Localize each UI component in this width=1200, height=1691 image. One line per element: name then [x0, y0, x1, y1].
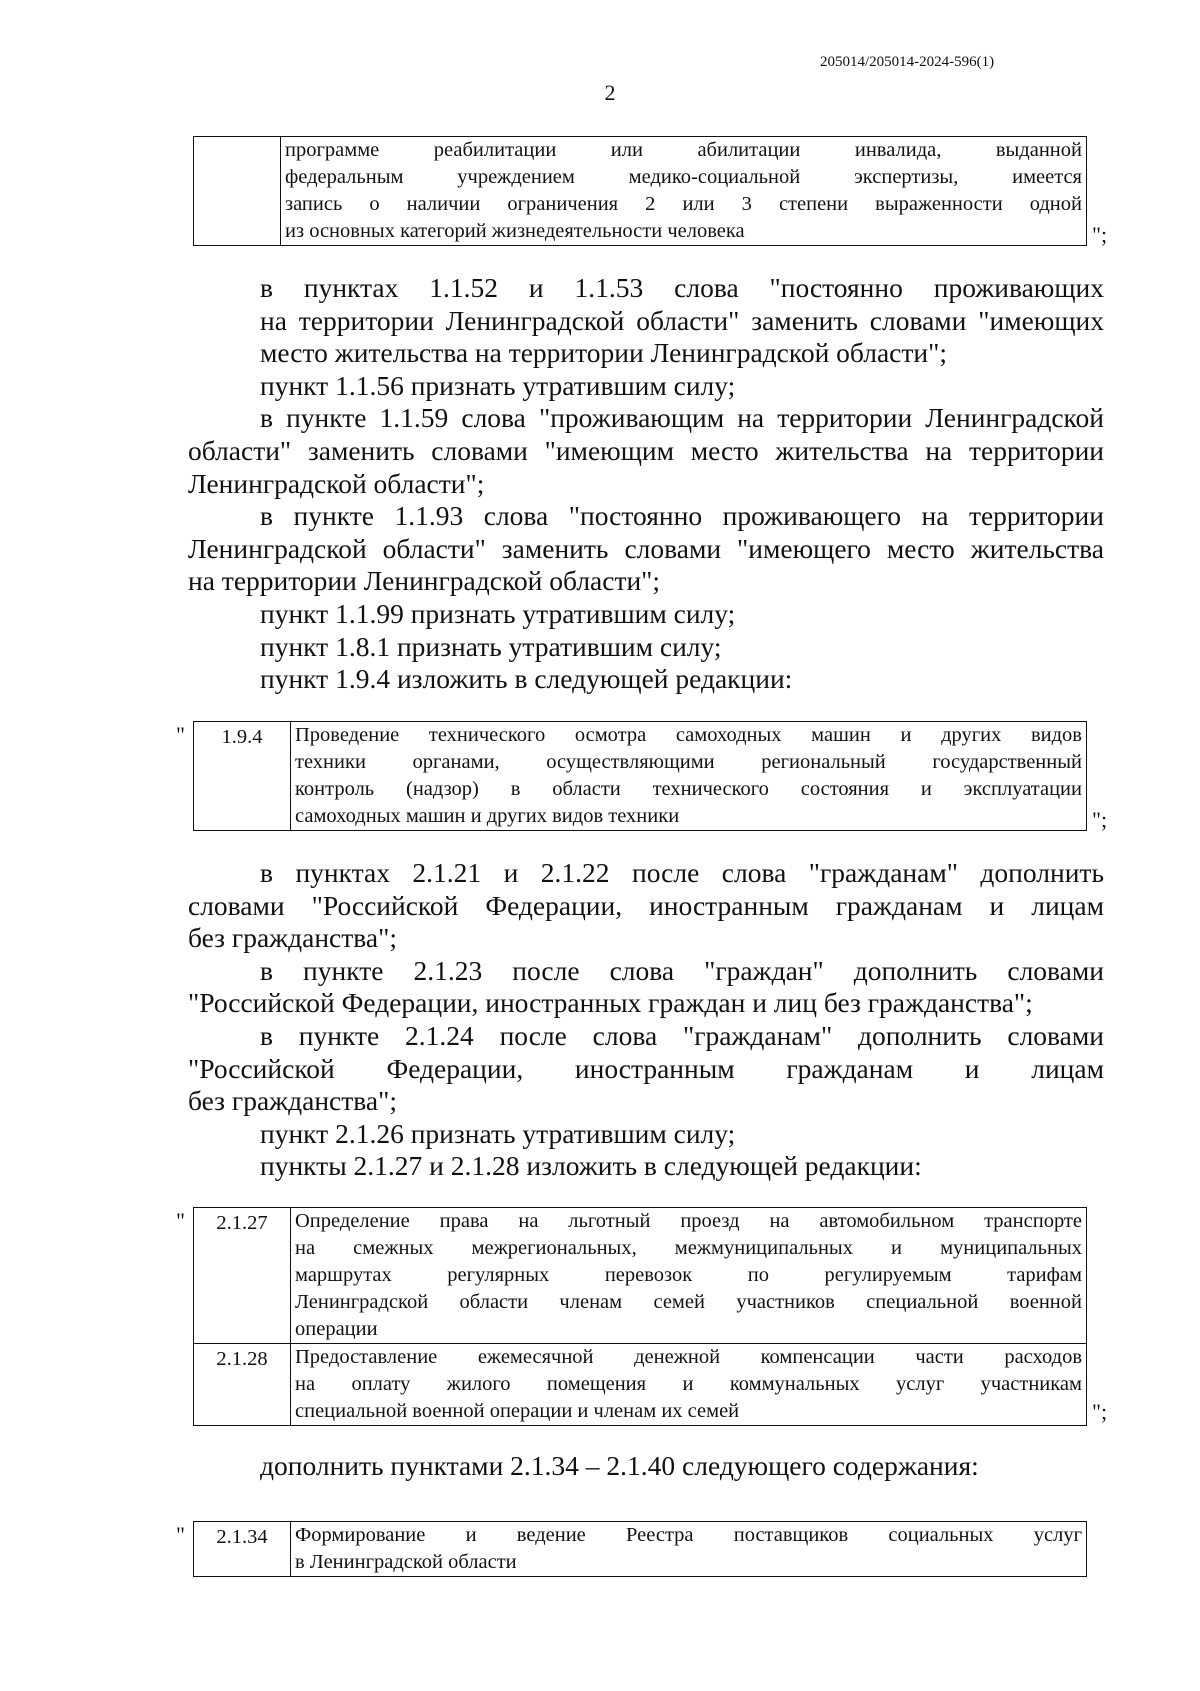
table-row: [194, 722, 1087, 831]
paragraph-2-1-23: [188, 955, 1104, 1020]
table-text-cell: [291, 1208, 1087, 1344]
text-line: в пунктах 2.1.21 и 2.1.22 после слова "гражданам" дополнить: [260, 857, 1104, 888]
text-line: области" заменить словами "имеющим место жительства на территории: [188, 434, 1104, 466]
paragraph-2-1-24: [188, 1020, 1104, 1118]
text-line: без гражданства";: [188, 922, 397, 954]
table-line: Ленинградской области членам семей участников специальной военной: [295, 1291, 1082, 1313]
table-line: Определение права на льготный проезд на автомобильном транспорте: [295, 1210, 1082, 1232]
text-line: на территории Ленинградской области";: [188, 565, 661, 597]
opening-quote: ": [176, 722, 185, 747]
paragraph-1-8-1: пункт 1.8.1 признать утратившим силу;: [260, 630, 722, 662]
text-line: на территории Ленинградской области" заменить словами "имеющих: [260, 304, 1104, 336]
table-row: [194, 137, 1087, 246]
text-line: в пункте 1.1.59 слова "проживающим на территории Ленинградской: [260, 402, 1104, 434]
table-line: самоходных машин и других видов техники: [295, 805, 680, 827]
table-code-cell: [194, 137, 281, 246]
table-row: [194, 1208, 1087, 1344]
paragraph-1-1-59: [188, 402, 1104, 500]
table-line: федеральным учреждением медико-социальной экспертизы, имеется: [285, 166, 1082, 188]
text-line: Ленинградской области";: [188, 467, 485, 499]
table-line: специальной военной операции и членам их семей: [295, 1400, 740, 1422]
table-line: программе реабилитации или абилитации инвалида, выданной: [285, 139, 1082, 161]
table-items-2-1-27-28: [193, 1207, 1087, 1426]
table-line: Проведение технического осмотра самоходных машин и других видов: [295, 724, 1082, 746]
text-line: словами "Российской Федерации, иностранным гражданам и лицам: [188, 889, 1104, 921]
paragraph-1-9-4: пункт 1.9.4 изложить в следующей редакции:: [260, 663, 793, 695]
table-line: в Ленинградской области: [295, 1551, 517, 1573]
opening-quote: ": [176, 1208, 185, 1233]
paragraph-1-1-93: [188, 500, 1104, 598]
table-text-cell: [291, 722, 1087, 831]
table-line: Предоставление ежемесячной денежной компенсации части расходов: [295, 1346, 1082, 1368]
table-line: Формирование и ведение Реестра поставщиков социальных услуг: [295, 1524, 1082, 1546]
table-line: маршрутах регулярных перевозок по регулируемым тарифам: [295, 1264, 1082, 1286]
table-item-1-9-4: [193, 721, 1087, 831]
paragraph-1-1-99: пункт 1.1.99 признать утратившим силу;: [260, 597, 736, 629]
text-line: "Российской Федерации, иностранным гражданам и лицам: [188, 1052, 1104, 1084]
table-line: на оплату жилого помещения и коммунальных услуг участникам: [295, 1373, 1082, 1395]
table-line: на смежных межрегиональных, межмуниципальных и муниципальных: [295, 1237, 1082, 1259]
text-line: в пункте 1.1.93 слова "постоянно проживающего на территории: [260, 500, 1104, 532]
table-code-cell: 2.1.34: [194, 1522, 291, 1577]
table-line: из основных категорий жизнедеятельности человека: [285, 220, 745, 242]
amendment-paragraphs-2: [188, 857, 1104, 1183]
paragraph-1-1-52: [188, 272, 1104, 370]
table-code-cell: 2.1.28: [194, 1344, 291, 1426]
closing-quote: ";: [1092, 222, 1108, 247]
table-line: техники органами, осуществляющими региональный государственный: [295, 751, 1082, 773]
amendment-paragraphs-3: [188, 1450, 1104, 1483]
closing-quote: ";: [1092, 807, 1108, 832]
table-row: [194, 1344, 1087, 1426]
table-continuation: [193, 136, 1087, 246]
paragraph-2-1-21: [188, 857, 1104, 955]
text-line: в пункте 2.1.24 после слова "гражданам" дополнить словами: [260, 1019, 1104, 1051]
paragraph-2-1-26: пункт 2.1.26 признать утратившим силу;: [260, 1117, 736, 1149]
document-id: 205014/205014-2024-596(1): [820, 54, 995, 70]
table-text-cell: [291, 1344, 1087, 1426]
table-row: [194, 1522, 1087, 1577]
text-line: Ленинградской области" заменить словами "имеющего место жительства: [188, 532, 1104, 564]
paragraph-2-1-27: пункты 2.1.27 и 2.1.28 изложить в следующей редакции:: [260, 1150, 922, 1182]
table-item-2-1-34: [193, 1521, 1087, 1577]
text-line: в пунктах 1.1.52 и 1.1.53 слова "постоянно проживающих: [260, 272, 1104, 303]
paragraph-2-1-34: дополнить пунктами 2.1.34 – 2.1.40 следующего содержания:: [260, 1450, 979, 1481]
table-code-cell: 2.1.27: [194, 1208, 291, 1344]
table-text-cell: [291, 1522, 1087, 1577]
text-line: "Российской Федерации, иностранных граждан и лиц без гражданства";: [188, 987, 1033, 1019]
text-line: место жительства на территории Ленинградской области";: [260, 337, 947, 369]
closing-quote: ";: [1092, 1399, 1108, 1424]
page-number: 2: [604, 80, 616, 105]
table-line: запись о наличии ограничения 2 или 3 степени выраженности одной: [285, 193, 1082, 215]
text-line: без гражданства";: [188, 1085, 397, 1117]
table-line: контроль (надзор) в области технического состояния и эксплуатации: [295, 778, 1082, 800]
table-line: операции: [295, 1318, 378, 1340]
text-line: в пункте 2.1.23 после слова "граждан" дополнить словами: [260, 954, 1104, 986]
amendment-paragraphs-1: [188, 272, 1104, 696]
table-code-cell: 1.9.4: [194, 722, 291, 831]
paragraph-1-1-56: пункт 1.1.56 признать утратившим силу;: [260, 369, 736, 401]
table-text-cell: [281, 137, 1087, 246]
opening-quote: ": [176, 1522, 185, 1547]
